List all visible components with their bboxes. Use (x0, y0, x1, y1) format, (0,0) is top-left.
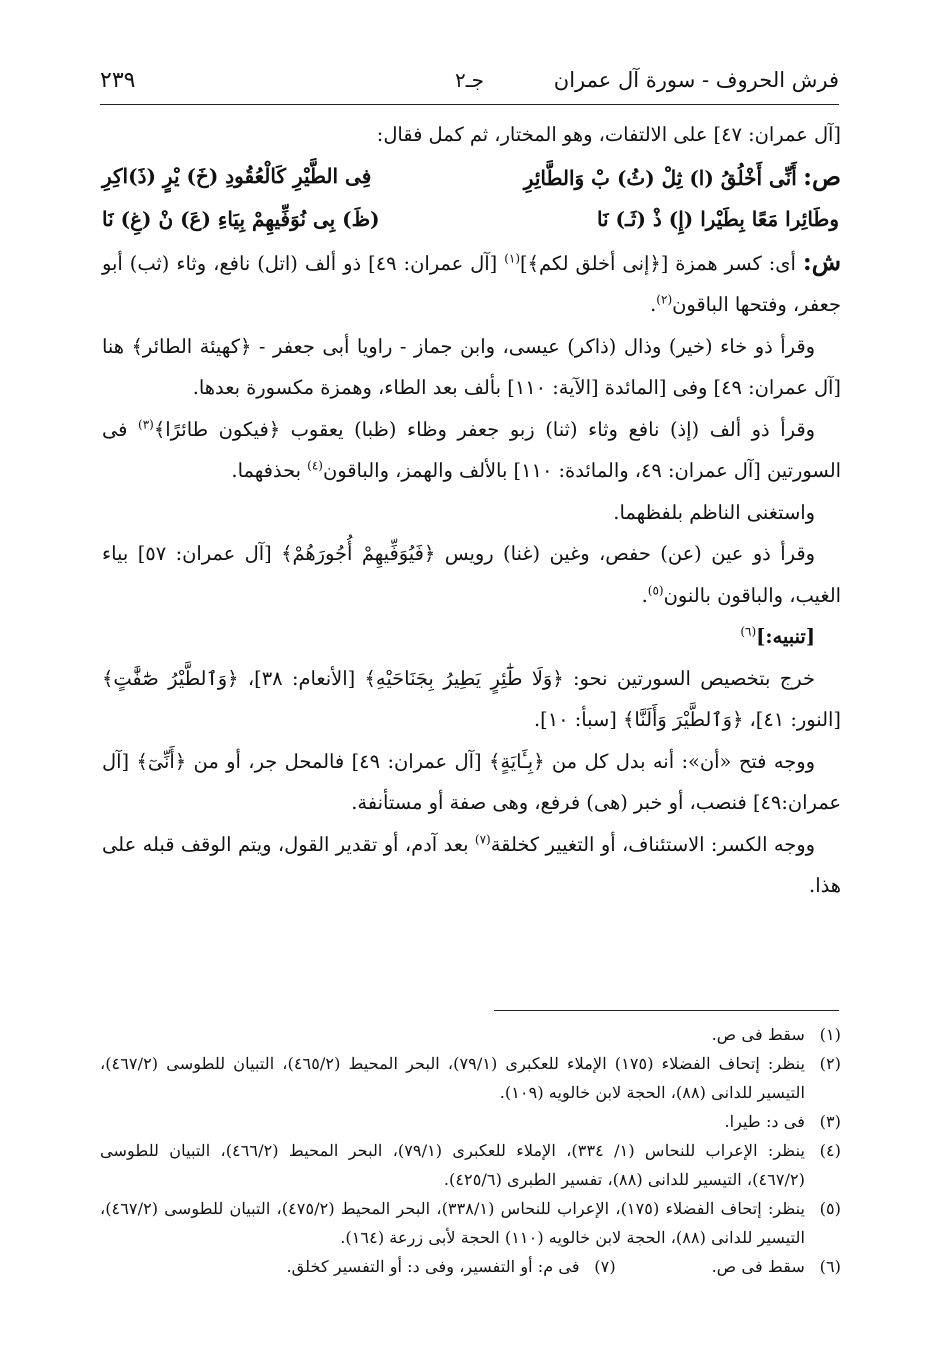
footnote-text: سقط فى ص. (711, 1257, 805, 1276)
footnote-number: (٦) (819, 1257, 841, 1276)
text-run: ووجه الكسر: الاستئناف، أو التغيير كخلقة (490, 832, 815, 856)
verse-hemistich: أَنِّى أَخْلُقُ (ا) ثِلْ (ثُ) بْ وَالطَّائِرِ (523, 165, 797, 190)
footnote (712, 1252, 841, 1281)
footnote-ref[interactable]: (٧) (474, 832, 491, 847)
main-text (102, 114, 841, 907)
sharh-mark: ش: (802, 246, 841, 276)
verse-mark: ص: (803, 161, 841, 191)
footnote (100, 1107, 841, 1136)
verse-line (102, 156, 841, 200)
footnote-number: (٥) (819, 1199, 841, 1218)
footnote-ref[interactable]: (٢) (656, 292, 673, 307)
section-heading (102, 616, 841, 658)
paragraph: ووجه فتح «أن»: أنه بدل كل من ﴿بِـَٔايَةٍ﴾ [آل عمران: ٤٩] فالمحل جر، أو من ﴿أَنِّىٓ﴾ [آل عمران:٤٩] فنصب، أو خبر (هى) فرفع، وهى صفة أو مستأنفة. (102, 749, 841, 814)
text-run: وقرأ ذو عين (عن) حفص، وغين (غنا) رويس ﴿فَيُوَفِّيهِمْ أُجُورَهُمْ﴾ [آل عمران: ٥٧] بياء الغيب، والباقون بالنون (102, 542, 841, 607)
footnote-ref[interactable]: (٤) (307, 458, 323, 473)
tanbih-heading: [تنبيه:] (756, 625, 815, 648)
text-run: وقرأ ذو ألف (إذ) نافع وثاء (ثنا) زبو جعفر وظاء (ظبا) يعقوب ﴿فيكون طائرًا﴾ (153, 417, 815, 441)
header-title: فرش الحروف - سورة آل عمران (553, 68, 839, 92)
footnote (100, 1020, 841, 1049)
footnote (100, 1136, 841, 1194)
text-run: بحذفهما. (231, 459, 308, 482)
footnote-number: (٧) (594, 1257, 616, 1276)
footnote-text: ينظر: الإعراب للنحاس (١/ ٣٣٤)، الإملاء للعكبرى (٧٩/١)، البحر المحيط (٤٦٦/٢)، التبيان للطوسى (٤٦٧/٢)، التيسير للدانى (٨٨)، تفسير الطبرى (٤٢٥/٦). (100, 1141, 805, 1189)
footnote (287, 1252, 616, 1281)
paragraph: خرج بتخصيص السورتين نحو: ﴿وَلَا طَٰٓئِرٍ يَطِيرُ بِجَنَاحَيْهِ﴾ [الأنعام: ٣٨]، ﴿وَٱلطَّيْرُ صَٰٓفَّٰتٍ﴾ [النور: ٤١]، ﴿وَٱلطَّيْرَ وَأَلَنَّا﴾ [سبأ: ١٠]. (102, 666, 841, 731)
text-run: . (650, 293, 657, 316)
page-number: ٢٣٩ (100, 67, 136, 93)
footnotes (100, 1020, 841, 1281)
text-run: فى السورتين [آل عمران: ٤٩، والمائدة: ١١٠] بالألف والهمز، والباقون (102, 417, 841, 482)
footnote-rule (494, 1010, 839, 1011)
volume-label: جـ٢ (455, 68, 484, 92)
footnote-text: سقط فى ص. (711, 1025, 805, 1044)
footnote-ref[interactable]: (١) (504, 251, 521, 266)
footnote-text: ينظر: إتحاف الفضلاء (١٧٥) الإملاء للعكبرى (٧٩/١)، البحر المحيط (٤٦٥/٢)، التبيان للطوسى (٤٦٧/٢)، التيسير للدانى (٨٨)، الحجة لابن خالويه (١٠٩). (100, 1054, 805, 1102)
footnote-text: فى م: أو التفسير، وفى د: أو التفسير كخلق. (286, 1257, 580, 1276)
footnote (100, 1194, 841, 1252)
verse-line (102, 199, 841, 241)
text-run: . (641, 583, 648, 607)
text-run: أى: كسر همزة [﴿إنى أخلق لكم﴾] (520, 251, 796, 275)
paragraph (102, 241, 841, 326)
header-rule (100, 104, 839, 105)
footnote-ref[interactable]: (٣) (138, 417, 154, 432)
paragraph (102, 533, 841, 616)
footnote-text: ينظر: إتحاف الفضلاء (١٧٥)، الإعراب للنحاس (٣٣٨/١)، البحر المحيط (٤٧٥/٢)، التبيان للطوسى (٤٦٧/٢)، التيسير للدانى (٨٨)، الحجة لابن خالويه (١١٠) الحجة لأبى زرعة (١٦٤). (100, 1199, 805, 1247)
footnote-number: (٢) (819, 1054, 841, 1073)
paragraph: [آل عمران: ٤٧] على الالتفات، وهو المختار، ثم كمل فقال: (376, 123, 841, 146)
footnote-number: (١) (819, 1025, 841, 1044)
paragraph (102, 409, 841, 492)
verse-hemistich: وطَائِرا مَعًا بِطَيْرا (إِ) ذْ (ثَـ) نَا (596, 207, 839, 231)
footnote-number: (٣) (819, 1112, 841, 1131)
verse-hemistich: (ظَ) بِى نُوَفِّيهِمْ بِيَاءِ (عَ) نْ (غِ) نَا (102, 207, 380, 231)
verse-hemistich: فِى الطَّيْرِ كَالْعُقُودِ (خَ) يْرٍ (ذَ)اكِرِ (102, 163, 372, 188)
paragraph: واستغنى الناظم بلفظهما. (613, 500, 815, 524)
paragraph (102, 824, 841, 907)
text-run: بعد آدم، أو تقدير القول، ويتم الوقف قبله على هذا. (102, 832, 841, 897)
footnote-number: (٤) (819, 1141, 841, 1160)
running-header (100, 58, 839, 102)
text-run: [آل عمران: ٤٩] ذو ألف (اتل) نافع، وثاء (ثب) أبو جعفر، وفتحها الباقون (102, 251, 841, 316)
footnote-ref[interactable]: (٦) (740, 624, 757, 639)
paragraph: وقرأ ذو خاء (خير) وذال (ذاكر) عيسى، وابن جماز - راويا أبى جعفر - ﴿كهيئة الطائر﴾ هنا [آل عمران: ٤٩] وفى [المائدة [الآية: ١١٠] بألف بعد الطاء، وهمزة مكسورة بعدها. (102, 334, 841, 399)
footnote-text: فى د: طيرا. (724, 1112, 805, 1131)
footnote (100, 1049, 841, 1107)
footnote-pair (100, 1252, 841, 1281)
footnote-ref[interactable]: (٥) (647, 583, 664, 598)
